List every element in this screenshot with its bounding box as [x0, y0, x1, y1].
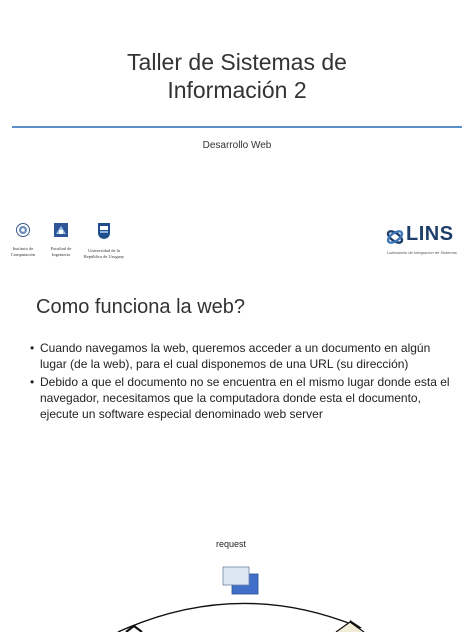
title-line-2: Información 2: [167, 77, 307, 103]
logo-universidad-republica: [82, 222, 126, 259]
logo-instituto-computacion: [6, 222, 40, 257]
logo-caption: Instituto de: [12, 246, 34, 251]
slide-heading: Como funciona la web?: [36, 296, 246, 318]
lins-wordmark: LINS: [406, 223, 454, 245]
content-slide: [0, 280, 474, 632]
bullet-item: • Cuando navegamos la web, queremos acceder a un documento en algún lugar (de la web), para el cual disponemos de una URL (su dirección): [30, 340, 450, 372]
logo-caption: Facultad de: [50, 246, 72, 251]
universidad-republica-icon: [97, 222, 111, 240]
lins-tagline: Laboratorio de Integración de Sistemas: [387, 250, 457, 255]
logo-caption: Universidad de la: [88, 248, 120, 253]
instituto-computacion-seal-icon: [16, 222, 30, 238]
logo-caption: República de Uruguay: [83, 253, 125, 259]
slide-title: [0, 48, 474, 104]
title-divider: [12, 126, 462, 128]
facultad-ingenieria-icon: [53, 222, 69, 238]
title-line-1: Taller de Sistemas de: [127, 49, 347, 75]
slide-subtitle: Desarrollo Web: [202, 140, 272, 151]
title-slide: [0, 0, 474, 280]
logo-caption: Ingeniería: [51, 251, 71, 257]
logo-caption: Computación: [10, 251, 36, 257]
request-label: request: [216, 539, 247, 549]
lins-swirl-icon: [385, 228, 405, 246]
logo-facultad-ingenieria: [44, 222, 78, 257]
request-flow-arc: [0, 280, 474, 632]
bullet-item: • Debido a que el documento no se encuentra en el mismo lugar donde esta el navegador, necesitamos que la computadora donde esta el documento, ejecute un software especial denominado web server: [30, 374, 450, 422]
